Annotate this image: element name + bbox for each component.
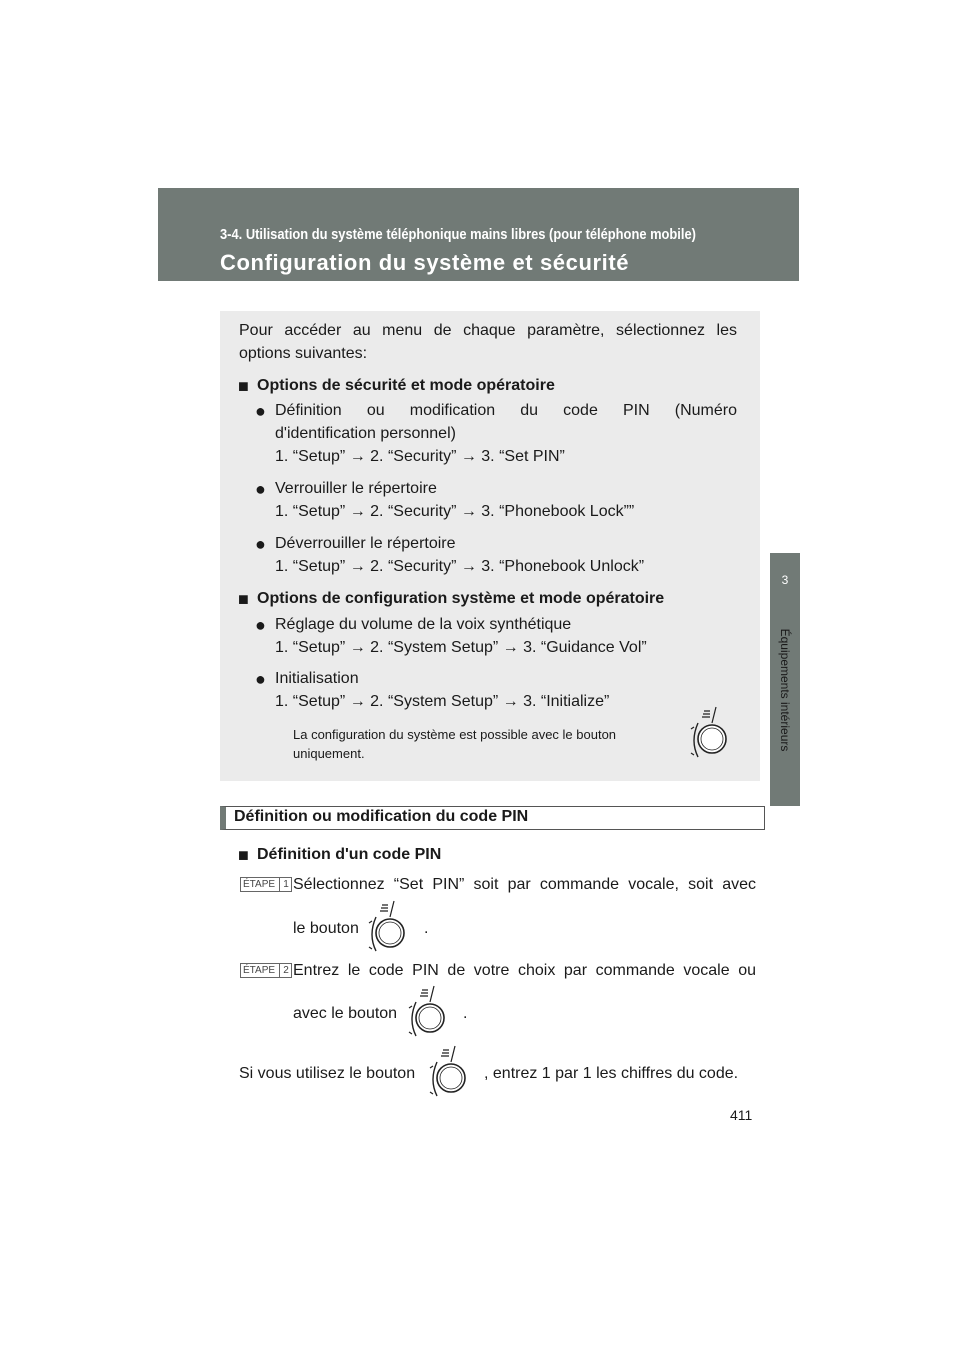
group1-item3-path: 1. “Setup” → 2. “Security” → 3. “Phonebook Unlock” [275,558,645,575]
group2-item1-label: Réglage du volume de la voix synthétique [275,616,572,633]
group1-title: Options de sécurité et mode opératoire [257,377,555,394]
group1-item2-label: Verrouiller le répertoire [275,480,437,497]
section-header [158,188,799,281]
page-number: 411 [730,1107,753,1123]
section-path: 3-4. Utilisation du système téléphonique mains libres (pour téléphone mobile) [220,226,696,243]
round-bullet-icon: ● [255,615,266,635]
step2-line2: avec le bouton [293,1005,398,1022]
step1-line1: Sélectionnez “Set PIN” soit par commande vocale, soit avec [293,876,756,893]
step-badge-1 [240,877,292,892]
square-bullet-icon: ■ [238,376,249,396]
tune-dial-icon [688,703,738,759]
intro-line-2: options suivantes: [239,345,368,362]
final-text-after: , entrez 1 par 1 les chiffres du code. [484,1065,739,1082]
note-line-1: La configuration du système est possible avec le bouton [293,727,617,742]
step-label: ÉTAPE [243,965,276,976]
tune-dial-icon [406,982,456,1038]
step1-end: . [424,920,429,937]
group2-title: Options de configuration système et mode opératoire [257,590,665,607]
intro-line-1: Pour accéder au menu de chaque paramètre, sélectionnez les [239,322,737,339]
tune-dial-icon [427,1042,477,1098]
step2-line1: Entrez le code PIN de votre choix par commande vocale ou [293,962,756,979]
group2-item1-path: 1. “Setup” → 2. “System Setup” → 3. “Guidance Vol” [275,639,647,656]
note-line-2: uniquement. [293,746,365,761]
group1-item1-line1: Définition ou modification du code PIN (Numéro [275,402,737,419]
chapter-number: 3 [781,573,789,587]
tune-dial-icon [366,897,416,953]
subheading-text: Définition ou modification du code PIN [234,808,529,825]
group1-item1-line2: d'identification personnel) [275,425,456,442]
step-badge-2 [240,963,292,978]
group1-item2-path: 1. “Setup” → 2. “Security” → 3. “Phonebook Lock”” [275,503,635,520]
group2-item2-label: Initialisation [275,670,359,687]
chapter-label: Équipements intérieurs [778,628,792,752]
square-bullet-icon: ■ [238,589,249,609]
group1-item1-path: 1. “Setup” → 2. “Security” → 3. “Set PIN” [275,448,565,465]
step1-line2: le bouton [293,920,359,937]
square-bullet-icon: ■ [238,845,249,865]
group2-item2-path: 1. “Setup” → 2. “System Setup” → 3. “Initialize” [275,693,610,710]
step-label: ÉTAPE [243,879,276,890]
round-bullet-icon: ● [255,669,266,689]
round-bullet-icon: ● [255,401,266,421]
subheading-bar [220,806,765,830]
section-title: Définition d'un code PIN [257,846,442,863]
page-title: Configuration du système et sécurité [220,250,630,275]
round-bullet-icon: ● [255,534,266,554]
round-bullet-icon: ● [255,479,266,499]
group1-item3-label: Déverrouiller le répertoire [275,535,456,552]
final-text-before: Si vous utilisez le bouton [239,1065,416,1082]
step-number: 2 [279,964,292,977]
step2-end: . [463,1005,468,1022]
step-number: 1 [279,878,292,891]
